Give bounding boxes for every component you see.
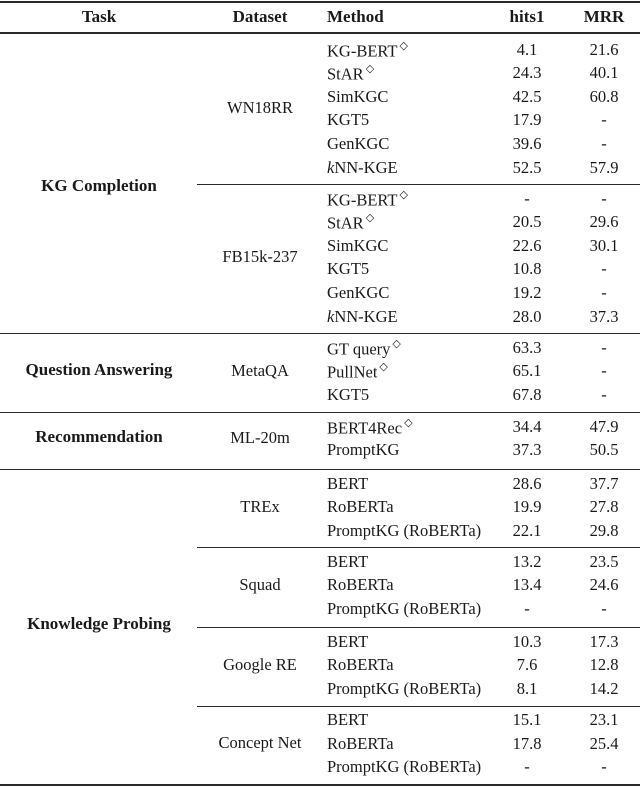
table-row [0,133,640,157]
table-row [0,654,640,678]
method-cell [327,87,388,107]
hits1-cell: 7.6 [516,655,538,675]
mrr-cell: - [601,259,607,279]
mrr-cell: 50.5 [589,440,619,460]
method-name: PromptKG (RoBERTa) [327,757,482,777]
method-name: KGT5 [327,384,370,404]
method-name: PromptKG (RoBERTa) [327,520,482,540]
method-name: NN-KGE [334,157,398,177]
task-label: Question Answering [25,359,173,379]
hits1-cell: 28.6 [512,473,542,493]
method-name: PromptKG (RoBERTa) [327,678,482,698]
method-name: PullNet [327,362,378,382]
hits1-cell: - [524,757,530,777]
diamond-icon: ◇ [404,416,413,429]
hits1-cell: 34.4 [512,416,542,436]
table-row [0,109,640,133]
method-cell [327,212,374,234]
dataset-label: WN18RR [227,98,293,118]
method-name: GT query [327,339,391,358]
table-row [0,211,640,235]
mrr-cell: 57.9 [589,157,619,177]
table-rule [0,1,640,3]
method-name: RoBERTa [327,497,394,517]
method-name: SimKGC [327,86,389,106]
mrr-cell: - [601,384,607,404]
table-row [0,306,640,330]
mrr-cell: 60.8 [589,86,619,106]
hits1-cell: 10.8 [512,259,542,279]
method-name: StAR [327,213,364,233]
hits1-cell: - [524,188,530,208]
method-cell [327,599,481,619]
method-name: BERT [327,551,369,571]
method-cell [327,158,398,178]
table-row [0,520,640,544]
method-name: BERT [327,631,369,651]
table-row [0,337,640,361]
hits1-cell: 19.2 [512,282,542,302]
hits1-cell: 22.1 [512,520,542,540]
hits1-cell: 22.6 [512,235,542,255]
table-row [0,496,640,520]
method-cell [327,40,408,62]
hits1-cell: 28.0 [512,306,542,326]
table-rule [0,784,640,786]
hits1-cell: 52.5 [512,157,542,177]
table-rule [0,32,640,34]
table-row [0,473,640,497]
diamond-icon: ◇ [365,212,375,225]
method-italic-prefix: k [327,306,335,326]
dataset-label: Google RE [223,654,297,674]
method-cell [327,710,368,730]
header-mrr: MRR [583,7,625,26]
method-name: BERT [327,473,369,493]
header-method: Method [327,7,384,26]
mrr-cell: 37.7 [589,473,619,493]
method-cell [327,110,369,130]
method-name: KGT5 [327,110,370,130]
mrr-cell: 27.8 [589,497,619,517]
header-hits1: hits1 [509,7,545,26]
dataset-label: FB15k-237 [222,247,298,267]
table-row [0,282,640,306]
diamond-icon: ◇ [399,39,408,52]
mrr-cell: 40.1 [589,63,619,83]
mrr-cell: - [601,133,607,153]
method-cell [327,734,394,754]
dataset-label: ML-20m [230,428,290,448]
table-row [0,235,640,259]
method-name: PromptKG [327,440,400,460]
method-name: BERT [327,710,369,729]
diamond-icon: ◇ [365,63,375,76]
mrr-cell: 23.1 [589,710,619,729]
method-name: RoBERTa [327,655,394,675]
table-rule [197,627,640,628]
mrr-cell: 12.8 [589,655,619,675]
table-rule [197,706,640,707]
diamond-icon: ◇ [399,188,408,201]
hits1-cell: 8.1 [516,678,538,698]
method-name: BERT4Rec [327,418,403,437]
table-rule [197,547,640,548]
mrr-cell: 47.9 [589,416,619,436]
mrr-cell: - [601,598,607,618]
mrr-cell: 23.5 [589,551,619,571]
mrr-cell: 37.3 [589,306,619,326]
method-name: RoBERTa [327,575,394,595]
hits1-cell: - [524,598,530,618]
method-italic-prefix: k [327,157,335,177]
mrr-cell: 29.6 [589,212,619,232]
method-cell [327,474,368,494]
hits1-cell: 65.1 [512,361,542,381]
table-row [0,551,640,575]
hits1-cell: 67.8 [512,384,542,404]
mrr-cell: - [601,188,607,208]
mrr-cell: - [601,757,607,777]
table-row [0,678,640,702]
mrr-cell: 21.6 [589,39,619,59]
hits1-cell: 19.9 [512,497,542,517]
method-cell [327,361,388,383]
method-cell [327,655,394,675]
table-rule [197,184,640,185]
method-cell [327,679,481,699]
method-cell [327,189,408,211]
method-cell [327,417,413,439]
dataset-label: Concept Net [218,733,302,753]
table-rule [0,469,640,471]
mrr-cell: - [601,337,607,357]
table-row [0,62,640,86]
mrr-cell: - [601,282,607,302]
method-name: GenKGC [327,282,390,302]
hits1-cell: 20.5 [512,212,542,232]
hits1-cell: 42.5 [512,86,542,106]
method-cell [327,385,369,405]
method-name: StAR [327,64,364,84]
table-rule [0,333,640,335]
table-row [0,756,640,780]
method-name: NN-KGE [334,306,398,326]
hits1-cell: 63.3 [512,337,542,357]
method-cell [327,757,481,777]
task-label: Knowledge Probing [27,614,171,634]
method-name: KGT5 [327,259,370,279]
method-cell [327,307,398,327]
method-cell [327,575,394,595]
table-row [0,733,640,757]
method-cell [327,63,374,85]
hits1-cell: 10.3 [512,631,542,651]
mrr-cell: 14.2 [589,678,619,698]
dataset-label: Squad [239,574,281,594]
header-task: Task [81,7,117,26]
method-name: KG-BERT [327,41,398,60]
method-cell [327,497,394,517]
task-label: Recommendation [35,427,163,447]
hits1-cell: 37.3 [512,440,542,460]
table-row [0,86,640,110]
dataset-label: TREx [240,496,280,516]
hits1-cell: 17.9 [512,110,542,130]
method-cell [327,134,389,154]
table-row [0,384,640,408]
method-name: GenKGC [327,133,390,153]
mrr-cell: 24.6 [589,575,619,595]
hits1-cell: 4.1 [516,39,538,59]
hits1-cell: 13.4 [512,575,542,595]
table-rule [0,412,640,414]
hits1-cell: 13.2 [512,551,542,571]
hits1-cell: 17.8 [512,733,542,753]
method-cell [327,236,388,256]
table-row [0,39,640,63]
method-name: RoBERTa [327,733,394,753]
method-cell [327,521,481,541]
mrr-cell: - [601,110,607,130]
method-name: SimKGC [327,235,389,255]
mrr-cell: 25.4 [589,733,619,753]
hits1-cell: 39.6 [512,133,542,153]
table-row [0,574,640,598]
table-row [0,709,640,733]
mrr-cell: 30.1 [589,235,619,255]
method-cell [327,632,368,652]
diamond-icon: ◇ [379,361,388,374]
method-cell [327,259,369,279]
hits1-cell: 24.3 [512,63,542,83]
method-cell [327,338,401,360]
method-cell [327,552,368,572]
table-row [0,258,640,282]
mrr-cell: 17.3 [589,631,619,651]
header-dataset: Dataset [232,7,288,26]
hits1-cell: 15.1 [512,710,542,729]
method-name: PromptKG (RoBERTa) [327,598,482,618]
method-name: KG-BERT [327,190,398,209]
mrr-cell: - [601,361,607,381]
diamond-icon: ◇ [392,337,401,350]
task-label: KG Completion [41,175,157,195]
dataset-label: MetaQA [231,360,289,380]
method-cell [327,440,399,460]
mrr-cell: 29.8 [589,520,619,540]
method-cell [327,283,389,303]
